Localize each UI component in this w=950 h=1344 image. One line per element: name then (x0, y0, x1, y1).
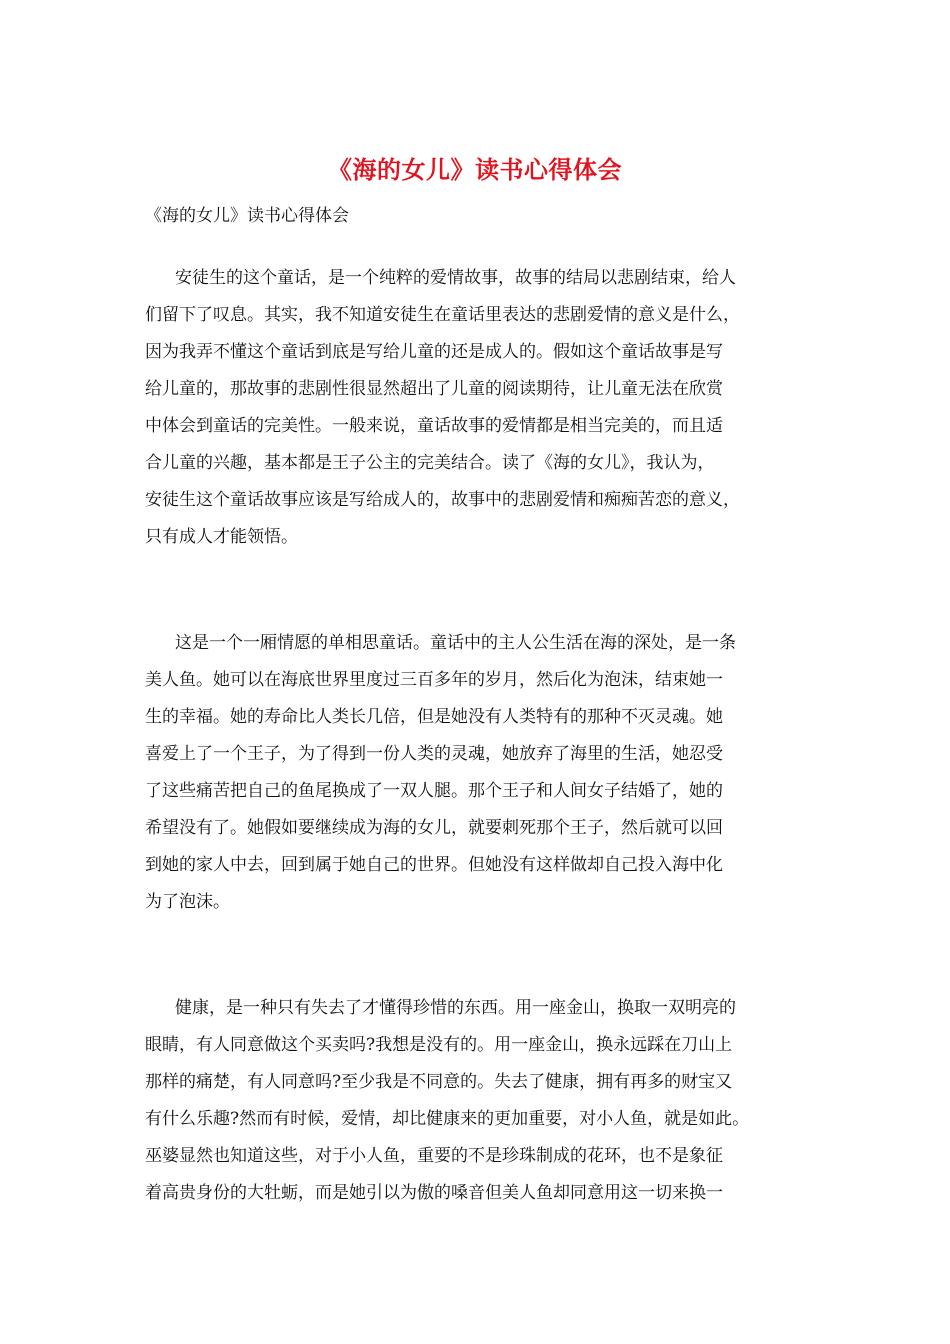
paragraph-line: 着高贵身份的大牡蛎，而是她引以为傲的嗓音但美人鱼却同意用这一切来换一 (145, 1183, 723, 1203)
paragraph-line: 安徒生的这个童话，是一个纯粹的爱情故事，故事的结局以悲剧结束，给人 (175, 268, 736, 288)
paragraph-line: 们留下了叹息。其实，我不知道安徒生在童话里表达的悲剧爱情的意义是什么， (145, 305, 740, 325)
paragraph-line: 了这些痛苦把自己的鱼尾换成了一双人腿。那个王子和人间女子结婚了，她的 (145, 781, 723, 801)
paragraph-3 (145, 990, 825, 1212)
paragraph-line: 美人鱼。她可以在海底世界里度过三百多年的岁月，然后化为泡沫，结束她一 (145, 670, 723, 690)
paragraph-line: 合儿童的兴趣，基本都是王子公主的完美结合。读了《海的女儿》，我认为， (145, 453, 715, 473)
paragraph-1 (145, 260, 825, 556)
document-title: 《海的女儿》读书心得体会 (328, 155, 622, 184)
paragraph-line: 喜爱上了一个王子，为了得到一份人类的灵魂，她放弃了海里的生活，她忍受 (145, 744, 723, 764)
paragraph-line: 生的幸福。她的寿命比人类长几倍，但是她没有人类特有的那种不灭灵魂。她 (145, 707, 723, 727)
paragraph-line: 巫婆显然也知道这些，对于小人鱼，重要的不是珍珠制成的花环，也不是象征 (145, 1146, 723, 1166)
paragraph-line: 为了泡沫。 (145, 892, 230, 912)
paragraph-line: 因为我弄不懂这个童话到底是写给儿童的还是成人的。假如这个童话故事是写 (145, 342, 723, 362)
paragraph-line: 到她的家人中去，回到属于她自己的世界。但她没有这样做却自己投入海中化 (145, 855, 723, 875)
paragraph-line: 给儿童的，那故事的悲剧性很显然超出了儿童的阅读期待，让儿童无法在欣赏 (145, 379, 723, 399)
paragraph-line: 这是一个一厢情愿的单相思童话。童话中的主人公生活在海的深处，是一条 (175, 633, 736, 653)
paragraph-line: 那样的痛楚，有人同意吗?至少我是不同意的。失去了健康，拥有再多的财宝又 (145, 1072, 733, 1092)
paragraph-2 (145, 625, 825, 921)
paragraph-line: 中体会到童话的完美性。一般来说，童话故事的爱情都是相当完美的，而且适 (145, 416, 723, 436)
paragraph-line: 只有成人才能领悟。 (145, 527, 298, 547)
document-subtitle: 《海的女儿》读书心得体会 (145, 206, 349, 226)
paragraph-line: 健康，是一种只有失去了才懂得珍惜的东西。用一座金山，换取一双明亮的 (175, 998, 736, 1018)
paragraph-line: 希望没有了。她假如要继续成为海的女儿，就要刺死那个王子，然后就可以回 (145, 818, 723, 838)
paragraph-line: 眼睛，有人同意做这个买卖吗?我想是没有的。用一座金山，换永远踩在刀山上 (145, 1035, 733, 1055)
paragraph-line: 安徒生这个童话故事应该是写给成人的，故事中的悲剧爱情和痴痴苦恋的意义， (145, 490, 740, 510)
paragraph-line: 有什么乐趣?然而有时候，爱情，却比健康来的更加重要，对小人鱼，就是如此。 (145, 1109, 750, 1129)
